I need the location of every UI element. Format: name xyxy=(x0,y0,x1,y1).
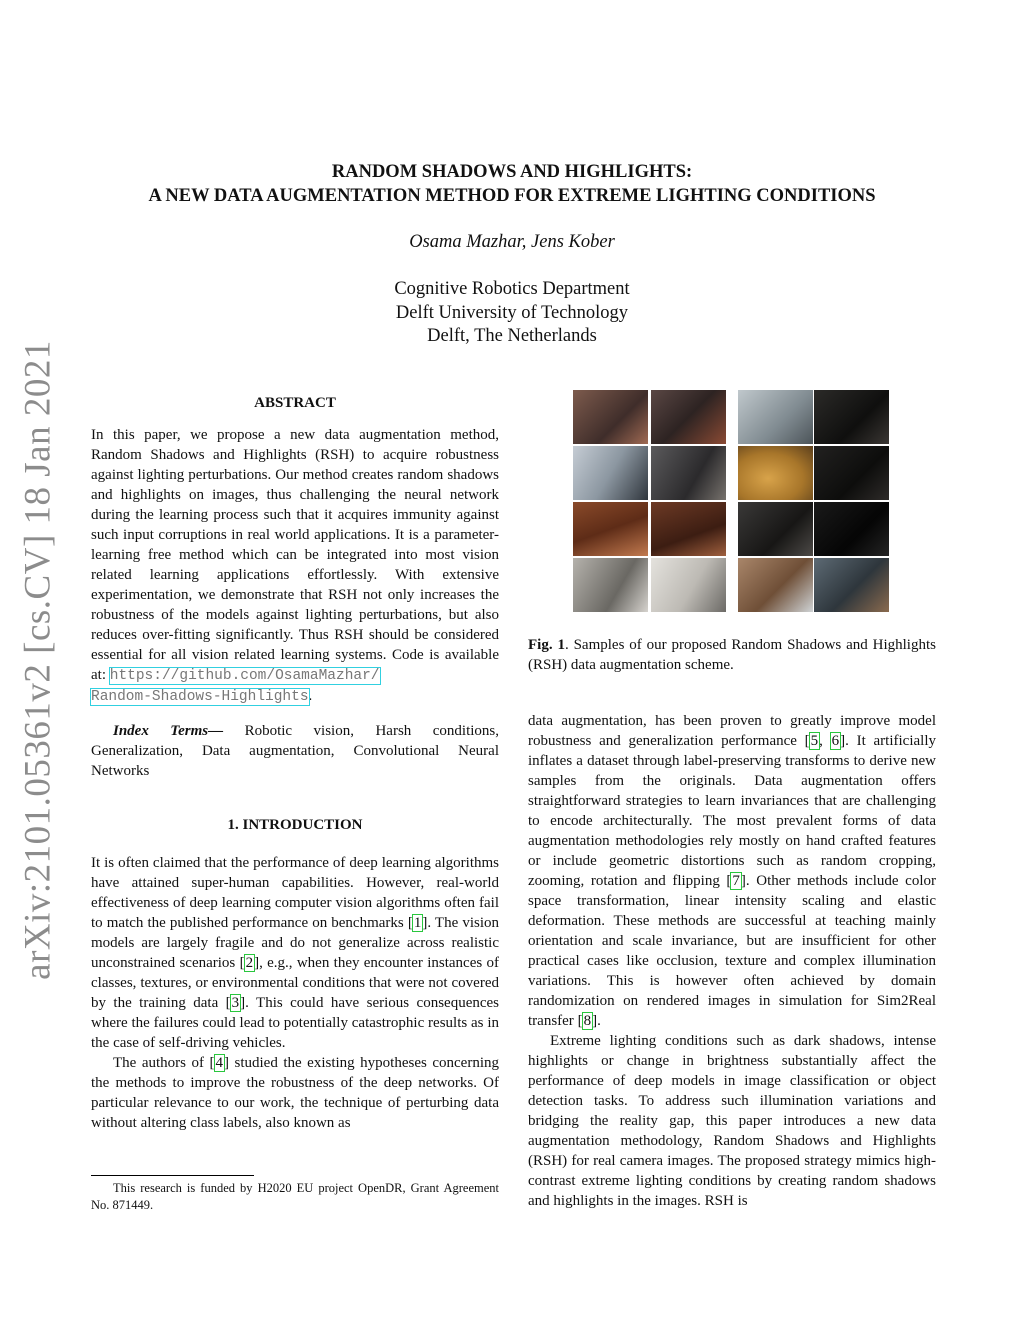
arxiv-id: arXiv:2101.05361v2 [cs.CV] 18 Jan 2021 xyxy=(17,340,58,980)
index-terms: Index Terms— Robotic vision, Harsh conditions, Generalization, Data augmentation, Convolutional Neural Networks xyxy=(91,723,499,779)
paper-title xyxy=(60,160,964,208)
title-line-1: RANDOM SHADOWS AND HIGHLIGHTS: xyxy=(331,162,693,182)
right-column xyxy=(528,711,936,1211)
code-url-link[interactable]: https://github.com/OsamaMazhar/ Random-Shadows-Highlights xyxy=(91,668,380,705)
intro-paragraph-2: The authors of [4] studied the existing hypotheses concerning the methods to improve the robustness of the deep networks. Of particular relevance to our work, the technique of perturbing data without altering class labels, also known as xyxy=(91,1055,499,1131)
title-line-2: A NEW DATA AUGMENTATION METHOD FOR EXTREME LIGHTING CONDITIONS xyxy=(148,186,876,206)
sample-image xyxy=(573,446,648,500)
affiliation-line: Delft University of Technology xyxy=(395,302,629,323)
sample-image xyxy=(738,390,813,444)
citation-link[interactable]: 3 xyxy=(231,995,240,1011)
figure-label: Fig. 1 xyxy=(528,637,565,653)
left-column xyxy=(91,393,499,1133)
intro-paragraph-1: It is often claimed that the performance of deep learning algorithms have attained super-human capabilities. However, real-world effectiveness of deep learning computer vision algorithms often fail to match the published performance on benchmarks [1]. The vision models are largely fragile and do not generalize across realistic unconstrained scenarios [2], e.g., when they encounter instances of classes, textures, or environmental conditions that were not covered by the training data [3]. This could have serious consequences where the failures could lead to potentially catastrophic results as in the case of self-driving vehicles. xyxy=(91,855,500,1051)
authors: Osama Mazhar, Jens Kober xyxy=(409,232,615,252)
sample-image xyxy=(651,558,726,612)
sample-image xyxy=(814,446,889,500)
introduction-heading: 1. INTRODUCTION xyxy=(227,817,363,833)
abstract-text: In this paper, we propose a new data augmentation method, Random Shadows and Highlights (RSH) to acquire robustness against lighting perturbations. Our method creates random shadows and highlights on images, thus challenging the neural network during the learning process such that it acquires immunity against such input corruptions in real world applications. It is a parameter-learning free method which can be integrated into most vision related learning applications effortlessly. With extensive experimentation, we demonstrate that RSH not only increases the robustness of the models against lighting perturbations, but also reduces over-fitting significantly. Thus RSH should be considered essential for all vision related learning systems. Code is available at: https://github.com/OsamaMazhar/ Random-Shadows-Highlights. xyxy=(91,427,499,705)
affiliation-line: Delft, The Netherlands xyxy=(427,326,597,346)
figure-1-caption: Fig. 1. Samples of our proposed Random Shadows and Highlights (RSH) data augmentation scheme. xyxy=(528,637,936,673)
sample-image xyxy=(738,446,813,500)
sample-image xyxy=(814,502,889,556)
footnote: This research is funded by H2020 EU project OpenDR, Grant Agreement No. 871449. xyxy=(91,1181,499,1212)
index-terms-label: Index Terms— xyxy=(113,723,224,739)
citation-link[interactable]: 1 xyxy=(413,915,422,931)
sample-image xyxy=(573,502,648,556)
citation-link[interactable]: 5 xyxy=(810,733,819,749)
citation-link[interactable]: 7 xyxy=(732,873,740,889)
abstract-heading: ABSTRACT xyxy=(254,395,336,411)
right-paragraph-2: Extreme lighting conditions such as dark shadows, intense highlights or change in brightness substantially affect the performance of deep models in image classification or object detection tasks. To address such illumination variations and bridging the reality gap, this paper introduces a new data augmentation methodology, Random Shadows and Highlights (RSH) for real camera images. The proposed strategy mimics high-contrast extreme lighting conditions by creating random shadows and highlights in the images. RSH is xyxy=(528,1033,936,1209)
arxiv-sidebar xyxy=(10,340,65,980)
citation-link[interactable]: 8 xyxy=(583,1013,592,1029)
footnote-rule xyxy=(91,1175,254,1176)
citation-link[interactable]: 6 xyxy=(831,733,840,749)
affiliation xyxy=(60,278,964,349)
citation-link[interactable]: 4 xyxy=(215,1055,223,1071)
sample-image xyxy=(573,390,648,444)
sample-image xyxy=(814,558,889,612)
sample-image xyxy=(651,446,726,500)
sample-image xyxy=(738,502,813,556)
sample-image xyxy=(651,390,726,444)
sample-image xyxy=(814,390,889,444)
sample-image xyxy=(651,502,726,556)
sample-image xyxy=(573,558,648,612)
affiliation-line: Cognitive Robotics Department xyxy=(394,279,630,299)
citation-link[interactable]: 2 xyxy=(245,955,254,971)
sample-image xyxy=(738,558,813,612)
right-paragraph-1: data augmentation, has been proven to greatly improve model robustness and generalization performance [5, 6]. It artificially inflates a dataset through label-preserving transforms to derive new samples from the originals. Data augmentation offers straightforward strategies to learn invariances that are challenging to encode architecturally. The most prevalent forms of data augmentation methodologies rely mostly on hand crafted features or include geometric distortions such as random cropping, zooming, rotation and flipping [7]. Other methods include color space transformation, linear intensity scaling and elastic deformation. These methods are successful at teaching mainly orientation and scale invariance, but are insufficient for other practical cases like occlusion, texture and complex illumination variations. This is however often achieved by domain randomization on rendered images in simulation for Sim2Real transfer [8]. xyxy=(528,713,936,1029)
